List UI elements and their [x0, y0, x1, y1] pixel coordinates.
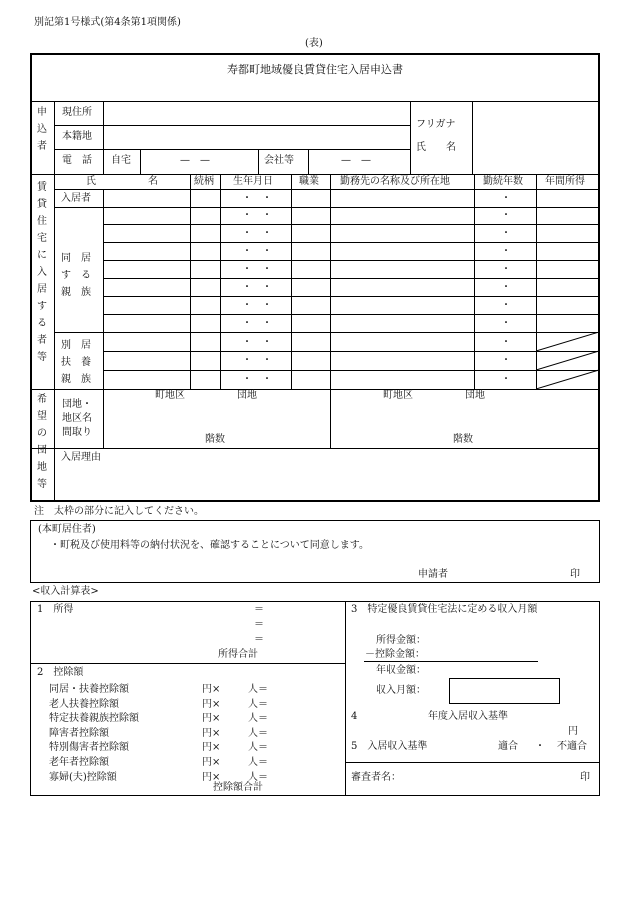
years-dot: ・ [501, 210, 511, 221]
consent-title: (本町居住者) [38, 524, 96, 535]
header-years: 勤続年数 [483, 176, 523, 187]
minus-deduction-label: －控除金額： [365, 649, 425, 660]
years-dot: ・ [501, 193, 511, 204]
desired-town-2: 町地区 [383, 390, 413, 401]
desired-vertical-label: 希 望 の 団 地 等 [37, 394, 47, 490]
monthly-income-title: 3 特定優良賃貸住宅法に定める収入月額 [351, 604, 538, 615]
header-occupation: 職業 [299, 176, 319, 187]
work-phone-dash: — — [341, 155, 371, 166]
current-address-label: 現住所 [62, 107, 92, 118]
deduction-title: 2 控除額 [37, 667, 84, 678]
years-dot: ・ [501, 228, 511, 239]
reviewer-seal: 印 [580, 772, 590, 783]
consent-box [30, 520, 600, 583]
applicant-row-label: 入居者 [61, 193, 91, 204]
desired-complex-2: 団地 [465, 390, 485, 401]
birth-dots: ・ ・ [242, 282, 272, 293]
name-label: 氏 名 [416, 142, 456, 153]
years-dot: ・ [501, 318, 511, 329]
item5-text: 5 入居収入基準 [351, 741, 428, 752]
item4-text: 年度入居収入基準 [428, 711, 508, 722]
desired-complex-1: 団地 [237, 390, 257, 401]
desired-floors-2: 階数 [453, 434, 473, 445]
years-dot: ・ [501, 355, 511, 366]
consent-text: ・町税及び使用料等の納付状況を、確認することについて同意します。 [50, 540, 369, 551]
income-title: 1 所得 [37, 604, 74, 615]
birth-dots: ・ ・ [242, 300, 272, 311]
deduction-list: 同居・扶養控除額 老人扶養控除額 特定扶養親族控除額 障害者控除額 特別傷害者控除額 老年者控除額 寡婦(夫)控除額 [49, 684, 139, 783]
header-family-name: 氏 [86, 176, 96, 187]
deduction-total-label: 控除額合計 [213, 782, 263, 793]
phone-label: 電 話 [62, 155, 92, 166]
furigana-label: フリガナ [416, 119, 456, 130]
income-amount-label: 所得金額： [376, 635, 426, 646]
desired-complex-label: 団地・ 地区名 間取り [62, 399, 92, 438]
years-dot: ・ [501, 264, 511, 275]
birth-dots: ・ ・ [242, 337, 272, 348]
desired-floors-1: 階数 [205, 434, 225, 445]
years-dot: ・ [501, 300, 511, 311]
note-text: 注 太枠の部分に記入してください。 [34, 506, 204, 517]
years-dot: ・ [501, 246, 511, 257]
separate-family-label: 別 居 扶 養 親 族 [61, 340, 91, 385]
income-eq-2: ＝ [254, 619, 264, 630]
birth-dots: ・ ・ [242, 193, 272, 204]
cohabiting-family-label: 同 居 す る 親 族 [61, 253, 91, 298]
header-workplace: 勤務先の名称及び所在地 [340, 176, 450, 187]
birth-dots: ・ ・ [242, 246, 272, 257]
header-relation: 続柄 [194, 176, 214, 187]
header-birthdate: 生年月日 [233, 176, 273, 187]
desired-town-1: 町地区 [155, 390, 185, 401]
form-side-label: (表) [305, 38, 323, 49]
birth-dots: ・ ・ [242, 318, 272, 329]
years-dot: ・ [501, 282, 511, 293]
years-dot: ・ [501, 374, 511, 385]
permanent-address-label: 本籍地 [62, 131, 92, 142]
income-eq-1: ＝ [254, 604, 264, 615]
birth-dots: ・ ・ [242, 228, 272, 239]
consent-seal: 印 [570, 569, 580, 580]
income-eq-3: ＝ [254, 634, 264, 645]
birth-dots: ・ ・ [242, 264, 272, 275]
home-phone-dash: — — [180, 155, 210, 166]
reason-label: 入居理由 [61, 452, 101, 463]
consent-applicant-label: 申請者 [418, 569, 448, 580]
header-income: 年間所得 [545, 176, 585, 187]
calc-title: <収入計算表> [32, 586, 99, 597]
deduction-person-column: 人＝ 人＝ 人＝ 人＝ 人＝ 人＝ 人＝ [248, 684, 268, 783]
years-dot: ・ [501, 337, 511, 348]
deduction-yen-column: 円× 円× 円× 円× 円× 円× 円× [202, 684, 221, 783]
fit-option[interactable]: 適合 [498, 741, 518, 752]
unfit-option[interactable]: 不適合 [557, 741, 587, 752]
work-phone-label: 会社等 [264, 155, 294, 166]
header-given-name: 名 [148, 176, 158, 187]
monthly-amount-field[interactable] [449, 678, 560, 704]
item4-yen: 円 [568, 726, 578, 737]
reviewer-label: 審査者名： [351, 772, 401, 783]
form-title: 寿都町地域優良賃貸住宅入居申込書 [227, 63, 403, 76]
income-total-label: 所得合計 [218, 649, 258, 660]
birth-dots: ・ ・ [242, 374, 272, 385]
option-separator: ・ [535, 741, 545, 752]
home-phone-label: 自宅 [111, 155, 131, 166]
birth-dots: ・ ・ [242, 210, 272, 221]
income-diagonal-slashes [536, 332, 599, 389]
monthly-amount-label: 収入月額： [376, 685, 426, 696]
residents-vertical-label: 賃 貸 住 宅 に 入 居 す る 者 等 [37, 182, 47, 363]
applicant-vertical-label: 申 込 者 [37, 107, 47, 152]
annual-amount-label: 年収金額： [376, 665, 426, 676]
birth-dots: ・ ・ [242, 355, 272, 366]
item4-number: 4 [351, 711, 358, 722]
form-id: 別記第1号様式(第4条第1項関係) [34, 17, 181, 28]
